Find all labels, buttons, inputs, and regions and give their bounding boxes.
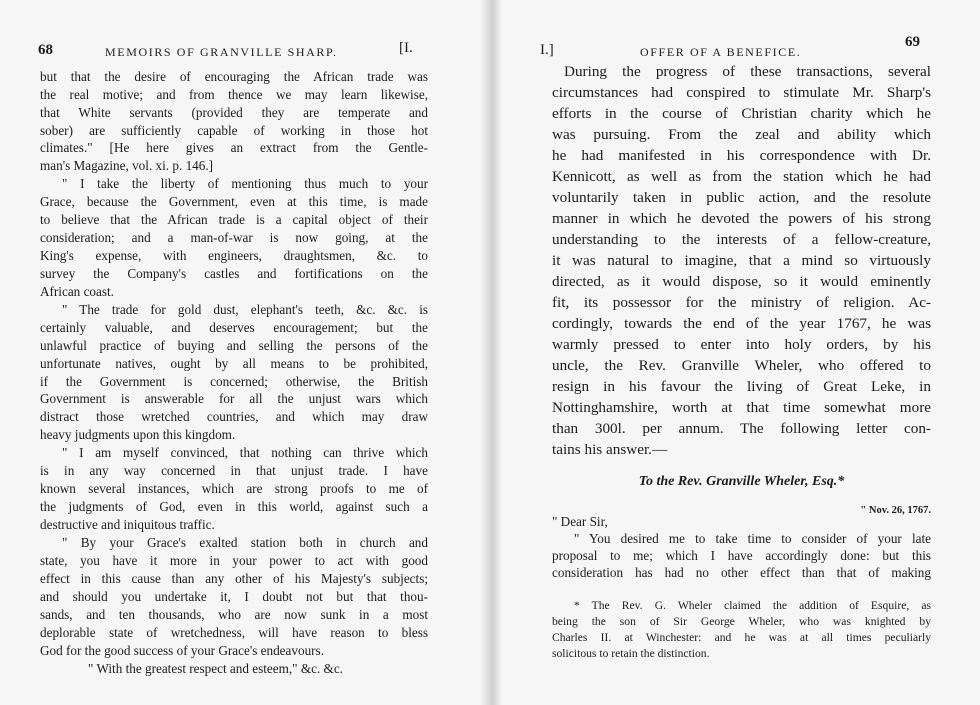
text-line: manner in which he devoted the powers of his strong (552, 210, 931, 227)
text-line: " The trade for gold dust, elephant's teeth, &c. &c. is (62, 302, 428, 317)
text-line: " By your Grace's exalted station both in church and (62, 535, 428, 550)
text-line: Kennicott, as well as from the station which he had (552, 168, 931, 185)
text-line: " I take the liberty of mentioning thus much to your (62, 176, 428, 191)
text-line: he had manifested in his correspondence with Dr. (552, 147, 931, 164)
text-line: efforts in the course of Christian charity which he (552, 105, 931, 122)
text-line: was pursuing. From the zeal and ability which (552, 126, 931, 143)
text-line: the judgments of God, even in this world, against such a (40, 499, 428, 514)
text-line: that White servants (provided they are temperate and (40, 105, 428, 120)
text-line: certainly valuable, and deserves encouragement; but the (40, 320, 428, 335)
text-line: " I am myself convinced, that nothing can thrive which (62, 445, 428, 460)
left-page-number (38, 42, 53, 59)
text-line: man's Magazine, vol. xi. p. 146.] (40, 158, 214, 173)
text-line: if the Government is concerned; otherwise, the British (40, 374, 428, 389)
text-line: tains his answer.— (552, 441, 668, 458)
letter-date: " Nov. 26, 1767. (860, 505, 931, 516)
text-line: Government is answerable for all the unjust wars which (40, 391, 428, 406)
text-line: unfortunate natives, ought by all means to be prohibited, (40, 356, 428, 371)
text-line: but that the desire of encouraging the African trade was (40, 69, 428, 84)
text-line: distract those wretched countries, and which may draw (40, 409, 428, 424)
right-running-head: OFFER OF A BENEFICE. (640, 45, 802, 59)
text-line: the real motive; and from thence we may learn likewise, (40, 87, 428, 102)
text-line: fit, its possessor for the ministry of religion. Ac- (552, 294, 931, 311)
text-line: directed, as it would dispose, so it would eminently (552, 273, 931, 290)
text-line: solicitous to retain the distinction. (552, 647, 710, 660)
text-line: During the progress of these transactions, several (564, 63, 931, 80)
text-line: uncle, the Rev. Granville Wheler, who offered to (552, 357, 931, 374)
text-line: heavy judgments upon this kingdom. (40, 427, 236, 442)
left-running-head: MEMOIRS OF GRANVILLE SHARP. (105, 45, 338, 59)
text-line: destructive and iniquitous traffic. (40, 517, 215, 532)
text-line: Grace, because the Government, even at this time, is made (40, 194, 428, 209)
text-line: climates." [He here gives an extract from the Gentle- (40, 140, 428, 155)
text-line: is in any way concerned in that unjust trade. I have (40, 463, 428, 478)
text-line: being the son of Sir George Wheler, who was knighted by (552, 615, 931, 628)
page-number-68: 68 (38, 42, 53, 58)
text-line: * The Rev. G. Wheler claimed the addition of Esquire, as (574, 599, 931, 612)
text-line: God for the good success of your Grace's endeavours. (40, 643, 324, 658)
text-line: Nottinghamshire, worth at that time somewhat more (552, 399, 931, 416)
left-chapter-mark: [I. (399, 40, 413, 56)
text-line: known several instances, which are strong proofs to me of (40, 481, 428, 496)
text-line: to believe that the African trade is a capital object of their (40, 212, 428, 227)
text-line: Charles II. at Winchester: and he was at all times peculiarly (552, 631, 931, 644)
text-line: " You desired me to take time to consider of your late (574, 531, 931, 546)
text-line: King's expense, with engineers, draughtsmen, &c. to (40, 248, 428, 263)
text-line: proposal to me; which I have accordingly done: but this (552, 548, 931, 563)
text-line: consideration; and a man-of-war is now going, at the (40, 230, 428, 245)
text-line: circumstances had conspired to stimulate Mr. Sharp's (552, 84, 931, 101)
text-line: understanding to the interests of a fellow-creature, (552, 231, 931, 248)
letter-title: To the Rev. Granville Wheler, Esq.* (638, 474, 845, 489)
text-line: " With the greatest respect and esteem," &c. &c. (88, 661, 343, 676)
text-line: consideration has had no other effect than that of making (552, 565, 931, 580)
page-number-69: 69 (905, 34, 920, 50)
text-line: voluntarily taken in public action, and the resolute (552, 189, 931, 206)
text-line: deplorable state of wretchedness, will have reason to bless (40, 625, 428, 640)
text-line: state, you have it more in your power to act with good (40, 553, 428, 568)
text-line: effect in this cause than any other of his Majesty's subjects; (40, 571, 428, 586)
text-line: sands, and ten thousands, who are now sunk in a most (40, 607, 428, 622)
right-chapter-mark: I.] (540, 42, 554, 58)
right-page-number (905, 34, 920, 51)
text-line: sober) are sufficiently capable of working in those hot (40, 123, 428, 138)
text-line: survey the Company's castles and fortifications on the (40, 266, 428, 281)
text-line: warmly pressed to enter into holy orders, by his (552, 336, 931, 353)
text-line: resign in his favour the living of Great Leke, in (552, 378, 931, 395)
text-line: cordingly, towards the end of the year 1767, he was (552, 315, 931, 332)
text-line: it was natural to imagine, that a mind so virtuously (552, 252, 931, 269)
text-line: unlawful practice of buying and selling the persons of the (40, 338, 428, 353)
text-line: and should you undertake it, I doubt not but that thou- (40, 589, 428, 604)
text-line: " Dear Sir, (552, 514, 608, 529)
text-line: African coast. (40, 284, 114, 299)
text-line: than 300l. per annum. The following letter con- (552, 420, 931, 437)
